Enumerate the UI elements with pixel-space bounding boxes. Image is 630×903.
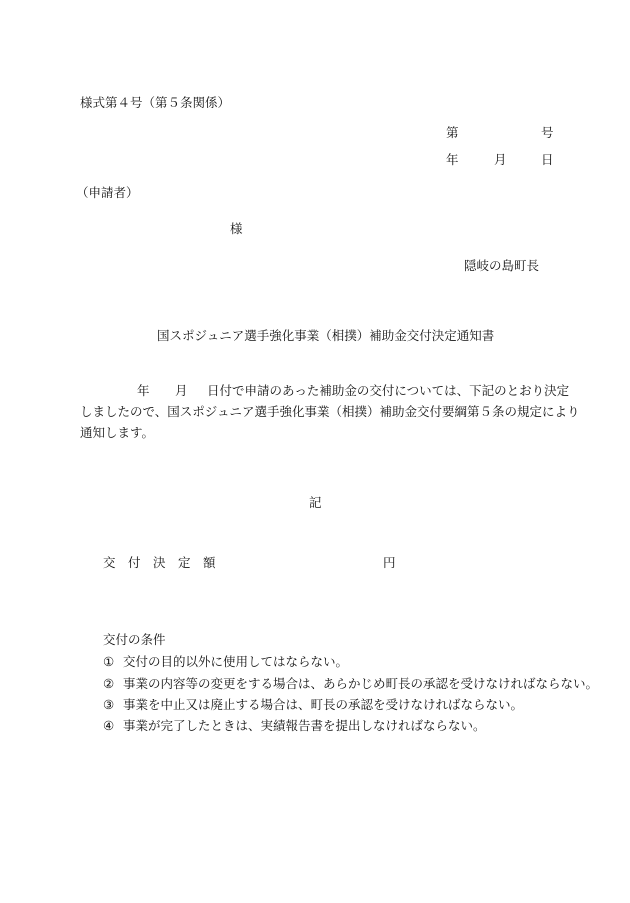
date-month: 月 — [494, 152, 507, 167]
condition-text: 事業が完了したときは、実績報告書を提出しなければならない。 — [123, 718, 486, 733]
document-title: 国スポジュニア選手強化事業（相撲）補助金交付決定通知書 — [157, 328, 495, 343]
body-month: 月 — [175, 383, 188, 398]
condition-number: ④ — [103, 718, 115, 733]
issuer: 隠岐の島町長 — [464, 258, 540, 273]
number-prefix: 第 — [446, 125, 459, 140]
amount-label: 交 付 決 定 額 — [103, 555, 216, 570]
honorific: 様 — [230, 221, 243, 236]
ki-heading: 記 — [309, 495, 322, 510]
date-year: 年 — [446, 152, 459, 167]
condition-text: 事業の内容等の変更をする場合は、あらかじめ町長の承認を受けなければならない。 — [123, 676, 599, 691]
condition-number: ① — [103, 654, 115, 669]
number-suffix: 号 — [541, 125, 554, 140]
condition-text: 事業を中止又は廃止する場合は、町長の承認を受けなければならない。 — [123, 697, 524, 712]
body-year: 年 — [137, 383, 150, 398]
body-line-2: しましたので、国スポジュニア選手強化事業（相撲）補助金交付要綱第５条の規定により — [80, 404, 580, 419]
amount-unit: 円 — [383, 555, 396, 570]
applicant-label: （申請者） — [76, 185, 139, 200]
body-line-1: 日付で申請のあった補助金の交付については、下記のとおり決定 — [207, 383, 570, 398]
conditions-heading: 交付の条件 — [103, 632, 166, 647]
condition-text: 交付の目的以外に使用してはならない。 — [123, 654, 349, 669]
form-label: 様式第４号（第５条関係） — [80, 95, 231, 110]
body-line-3: 通知します。 — [80, 425, 155, 440]
date-day: 日 — [541, 152, 554, 167]
condition-number: ② — [103, 676, 115, 691]
condition-number: ③ — [103, 697, 115, 712]
